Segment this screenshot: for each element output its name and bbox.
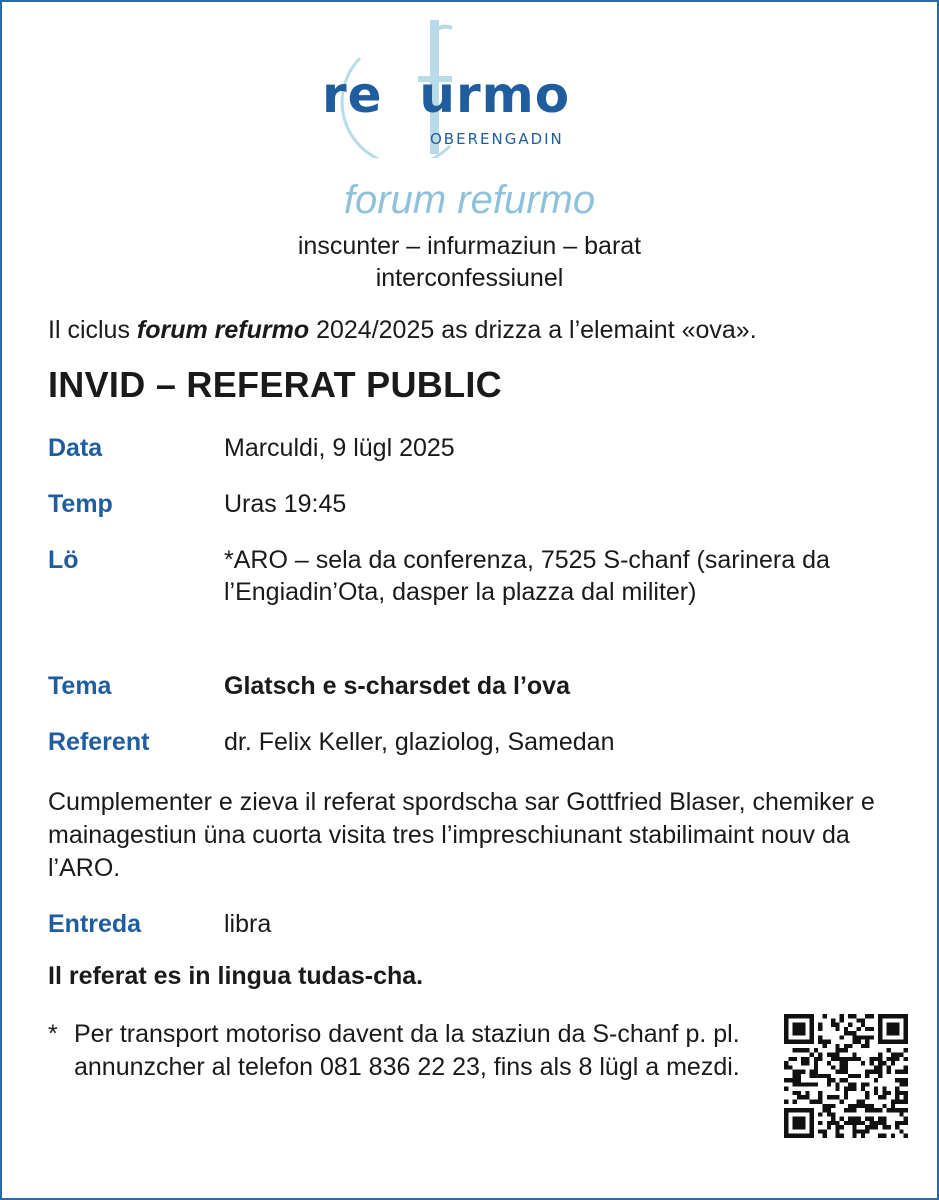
logo-subtitle: OBERENGADIN	[430, 130, 564, 148]
detail-label: Entreda	[48, 910, 142, 938]
subtitle-line-1: inscunter – infurmaziun – barat	[297, 232, 642, 260]
intro-emphasis: forum refurmo	[136, 316, 310, 344]
detail-label: Referent	[48, 728, 150, 756]
detail-value: Marculdi, 9 lügl 2025	[224, 434, 455, 462]
refurmo-logo	[320, 18, 630, 158]
language-note: Il referat es in lingua tudas-cha.	[48, 962, 424, 990]
detail-value: dr. Felix Keller, glaziolog, Samedan	[224, 728, 615, 756]
detail-label: Tema	[48, 672, 112, 700]
detail-label: Temp	[48, 490, 113, 518]
detail-label: Lö	[48, 546, 79, 574]
qr-code-icon[interactable]	[782, 1014, 910, 1138]
transport-note	[48, 1018, 778, 1084]
detail-value: *ARO – sela da conferenza, 7525 S-chanf (sarinera da l’Engiadin’Ota, dasper la plazza dal militer)	[224, 546, 830, 606]
transport-note-text: Per transport motoriso davent da la staziun da S-chanf p. pl. annunzcher al telefon 081 836 22 23, fins als 8 lügl a mezdi.	[74, 1020, 740, 1081]
forum-subtitle	[2, 230, 937, 294]
footnote-star: *	[48, 1020, 58, 1048]
logo-wordmark: re urmo	[322, 66, 571, 124]
detail-value: Glatsch e s-charsdet da l’ova	[224, 672, 570, 700]
detail-value: libra	[224, 910, 272, 938]
subtitle-line-2: interconfessiunel	[375, 264, 564, 292]
detail-value: Uras 19:45	[224, 490, 347, 518]
page-title: INVID – REFERAT PUBLIC	[48, 364, 502, 405]
forum-title: forum refurmo	[343, 178, 596, 222]
supplement-paragraph: Cumplementer e zieva il referat spordscha sar Gottfried Blaser, chemiker e mainagestiun üna cuorta visita tres l’impreschiunant stabilimaint nouv da l’ARO.	[48, 788, 875, 882]
intro-sentence: Il ciclus forum refurmo 2024/2025 as drizza a l’elemaint «ova».	[48, 316, 757, 344]
detail-label: Data	[48, 434, 103, 462]
